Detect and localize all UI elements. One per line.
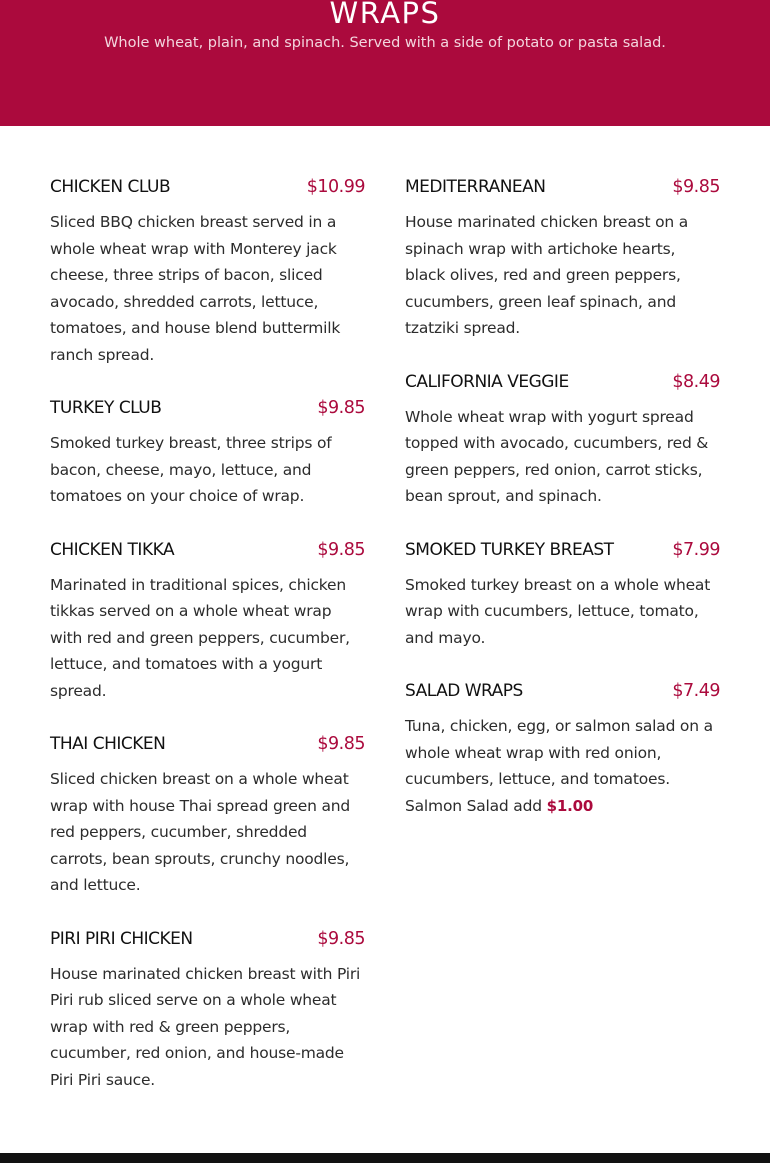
item-description: House marinated chicken breast with Piri Piri rub sliced serve on a whole wheat wrap with red & green peppers, cucumber, red onion, and house-made Piri Piri sauce. bbox=[50, 964, 361, 1089]
item-description: Sliced BBQ chicken breast served in a whole wheat wrap with Monterey jack cheese, three strips of bacon, sliced avocado, shredded carrots, lettuce, tomatoes, and house blend buttermilk ranch spread. bbox=[50, 213, 341, 364]
item-name: TURKEY CLUB bbox=[50, 398, 162, 418]
item-price: $7.49 bbox=[672, 681, 720, 701]
menu-item-chicken-club bbox=[50, 172, 365, 368]
item-name: PIRI PIRI CHICKEN bbox=[50, 928, 193, 949]
menu-item-thai-chicken bbox=[50, 729, 365, 899]
item-name: CHICKEN CLUB bbox=[50, 177, 171, 197]
menu-item-california-veggie bbox=[405, 367, 720, 510]
item-name: THAI CHICKEN bbox=[50, 734, 166, 754]
menu-item-mediterranean bbox=[405, 172, 720, 342]
item-description: Whole wheat wrap with yogurt spread topped with avocado, cucumbers, red & green peppers, red onion, carrot sticks, bean sprout, and spinach. bbox=[405, 407, 709, 505]
item-description-text: Tuna, chicken, egg, or salmon salad on a whole wheat wrap with red onion, cucumbers, lettuce, and tomatoes. Salmon Salad add bbox=[405, 717, 713, 815]
footer-bar bbox=[0, 1153, 770, 1163]
item-name: SALAD WRAPS bbox=[405, 681, 523, 701]
item-price: $7.99 bbox=[672, 539, 720, 560]
item-description: Marinated in traditional spices, chicken tikkas served on a whole wheat wrap with red and green peppers, cucumber, lettuce, and tomatoes with a yogurt spread. bbox=[50, 575, 350, 700]
item-description: Smoked turkey breast on a whole wheat wrap with cucumbers, lettuce, tomato, and mayo. bbox=[405, 575, 711, 647]
menu-section-header bbox=[0, 0, 770, 126]
item-description: Sliced chicken breast on a whole wheat wrap with house Thai spread green and red peppers, cucumber, shredded carrots, bean sprouts, crunchy noodles, and lettuce. bbox=[50, 770, 351, 894]
item-name: CALIFORNIA VEGGIE bbox=[405, 371, 569, 392]
item-price: $9.85 bbox=[317, 734, 365, 754]
item-description: House marinated chicken breast on a spinach wrap with artichoke hearts, black olives, red and green peppers, cucumbers, green leaf spinach, and tzatziki spread. bbox=[405, 213, 689, 337]
section-title: WRAPS bbox=[329, 0, 441, 30]
menu-item-piri-piri-chicken bbox=[50, 924, 365, 1094]
menu-item-salad-wraps bbox=[405, 676, 720, 819]
menu-item-smoked-turkey-breast bbox=[405, 535, 720, 652]
item-price: $9.85 bbox=[672, 177, 720, 197]
item-name: MEDITERRANEAN bbox=[405, 177, 546, 197]
menu-item-chicken-tikka bbox=[50, 535, 365, 705]
section-subtitle: Whole wheat, plain, and spinach. Served with a side of potato or pasta salad. bbox=[104, 35, 666, 51]
item-name: SMOKED TURKEY BREAST bbox=[405, 539, 614, 560]
item-price: $9.85 bbox=[317, 928, 365, 949]
item-price: $9.85 bbox=[317, 398, 365, 418]
menu-column-left bbox=[50, 172, 365, 1118]
item-price: $9.85 bbox=[317, 539, 365, 560]
item-price: $10.99 bbox=[306, 177, 365, 197]
item-price: $8.49 bbox=[672, 371, 720, 392]
menu-item-turkey-club bbox=[50, 393, 365, 510]
menu-column-right bbox=[405, 172, 720, 844]
salmon-addon-price: $1.00 bbox=[546, 796, 594, 815]
item-name: CHICKEN TIKKA bbox=[50, 539, 175, 560]
item-description: Smoked turkey breast, three strips of bacon, cheese, mayo, lettuce, and tomatoes on your choice of wrap. bbox=[50, 434, 332, 505]
item-description bbox=[405, 713, 720, 819]
